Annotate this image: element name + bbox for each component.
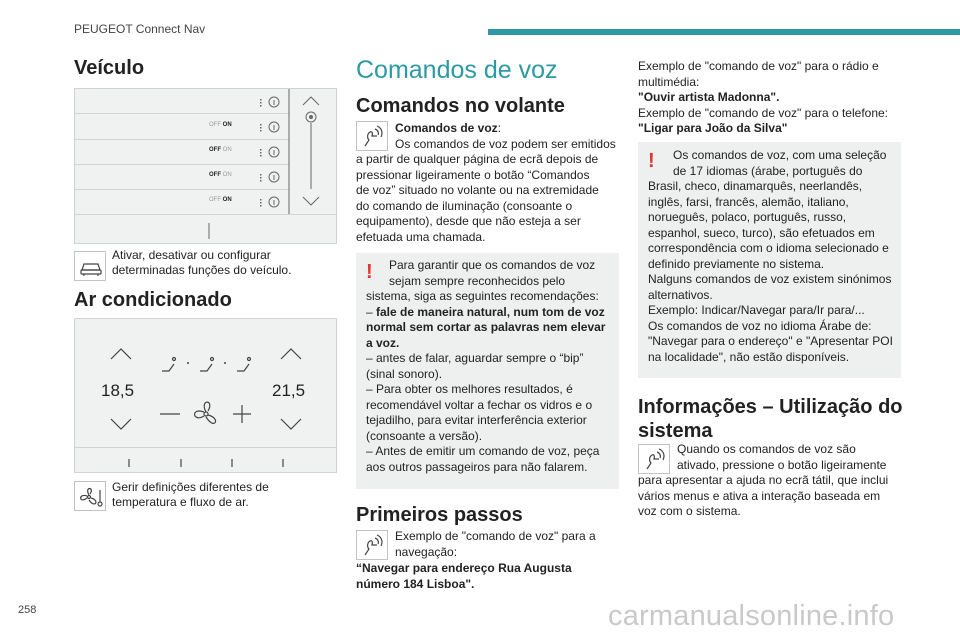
steering-body: a partir de qualquer página de ecrã depois de pressionar ligeiramente o botão “Comandos de voz” situado no volante ou na extremidade do comando de iluminação (consoante o equipamento), desde que não esteja a ser efetuada uma chamada. — [356, 152, 599, 244]
fan-icon — [195, 402, 216, 423]
warning-box-languages: ! Os comandos de voz, com uma seleção de 17 idiomas (árabe, português do Brasil, checo, dinamarquês, neerlandês, inglês, farsi, francês, alemão, italiano, norueguês, polaco, português, russo, espanhol, sueco, turco), são efetuados em correspondência com o idioma selecionado e definido previamente no sistema. Nalguns comandos de voz existem sinónimos alternativos. Exemplo: Indicar/Navegar para/Ir para/... Os comandos de voz no idioma Árabe de: "Navegar para o endereço" e "Apresentar POI na localidade", não estão disponíveis. — [638, 142, 901, 378]
ac-heading: Ar condicionado — [74, 289, 232, 311]
vehicle-heading: Veículo — [74, 57, 145, 79]
airflow-mode-icons — [162, 358, 251, 372]
vehicle-screen-graphics — [75, 89, 336, 243]
climate-fan-icon — [75, 482, 107, 512]
voice-examples: Exemplo de "comando de voz" para o rádio e multimédia: "Ouvir artista Madonna". Exemplo de "comando de voz" para o telefone: "Ligar para João da Silva" — [638, 59, 889, 135]
info-heading: Informações – Utilização do sistema — [638, 396, 903, 442]
ac-description: Gerir definições diferentes de temperatura e fluxo de ar. — [112, 480, 269, 509]
temp-right[interactable]: 21,5 — [272, 381, 306, 400]
temp-left-up-icon — [111, 349, 131, 359]
ac-screen-graphics — [75, 319, 336, 472]
switch-row-1[interactable]: OFF ON — [209, 122, 232, 128]
car-icon — [75, 252, 107, 282]
warning-box-voice: ! Para garantir que os comandos de voz sejam sempre reconhecidos pelo sistema, siga as seguintes recomendações: – fale de maneira natural, num tom de voz normal sem cortar as palavras nem elevar a voz. – antes de falar, aguardar sempre o “bip” (sinal sonoro). – Para obter os melhores resultados, é recomendável voltar a fechar os vidros e o tejadilho, para evitar interferência exterior (consoante a versão). – Antes de emitir um comando de voz, peça aos outros passageiros para não falarem. — [356, 253, 619, 489]
steering-heading: Comandos no volante — [356, 95, 565, 117]
more-options-icon — [260, 99, 262, 207]
temp-right-up-icon — [281, 349, 301, 359]
first-steps-example: “Navegar para endereço Rua Augusta número 184 Lisboa". — [356, 561, 572, 591]
warning-icon: ! — [366, 261, 373, 283]
ac-icon-box — [74, 481, 106, 511]
info-icon — [269, 97, 279, 207]
header-title: PEUGEOT Connect Nav — [74, 22, 206, 36]
voice-icon-box-1 — [356, 121, 388, 151]
ac-screen-panel — [74, 318, 337, 473]
scroll-up-icon — [303, 97, 319, 105]
watermark: carmanualsonline.info — [608, 600, 895, 632]
temp-left-down-icon — [111, 419, 131, 429]
vehicle-function-icon-box — [74, 251, 106, 281]
info-lead: Quando os comandos de voz são ativado, pressione o botão ligeiramente — [677, 442, 887, 472]
voice-command-icon — [357, 122, 389, 152]
warning-icon: ! — [648, 150, 655, 172]
voice-commands-title: Comandos de voz — [356, 56, 558, 84]
voice-icon-box-2 — [356, 530, 388, 560]
temp-left[interactable]: 18,5 — [101, 381, 135, 400]
vehicle-description: Ativar, desativar ou configurar determinadas funções do veículo. — [112, 248, 292, 277]
header-accent-bar — [488, 29, 960, 35]
steering-lead: Comandos de voz: Os comandos de voz podem ser emitidos — [395, 121, 616, 151]
switch-row-2[interactable]: OFF ON — [209, 147, 232, 153]
info-body: para apresentar a ajuda no ecrã tátil, que inclui vários menus e ativa a interação baseada em voz com o sistema. — [638, 473, 889, 518]
vehicle-screen-panel — [74, 88, 337, 244]
first-steps-heading: Primeiros passos — [356, 504, 523, 526]
temp-right-down-icon — [281, 419, 301, 429]
first-steps-lead: Exemplo de "comando de voz" para a navegação: — [395, 529, 596, 559]
voice-icon-box-3 — [638, 444, 670, 474]
switch-row-3[interactable]: OFF ON — [209, 172, 232, 178]
voice-command-icon — [357, 531, 389, 561]
page-number: 258 — [18, 604, 37, 616]
switch-row-4[interactable]: OFF ON — [209, 197, 232, 203]
voice-command-icon — [639, 445, 671, 475]
scroll-down-icon — [303, 197, 319, 205]
